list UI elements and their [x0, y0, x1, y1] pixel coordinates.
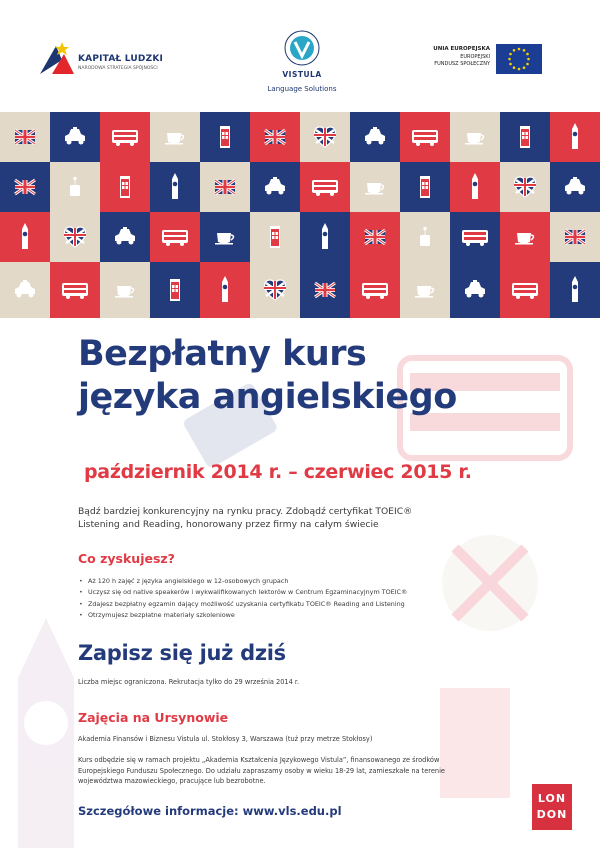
eu-line-2: EUROPEJSKI	[460, 54, 490, 60]
london-badge-line-2: DON	[536, 808, 568, 821]
kapital-ludzki-emblem-icon	[40, 40, 74, 74]
list-item: • Otrzymujesz bezpłatne materiały szkoleniowe	[78, 610, 407, 621]
bg-flag-circle-icon	[442, 535, 538, 631]
intro-text	[78, 505, 498, 531]
list-item: • Uczysz się od native speakerów i wykwalifikowanych lektorów w Centrum Egzaminacyjnym TOEIC®	[78, 587, 407, 598]
title-line-1: Bezpłatny kurs	[78, 334, 367, 374]
kapital-ludzki-title: KAPITAŁ LUDZKI	[78, 54, 164, 64]
location-heading: Zajęcia na Ursynowie	[78, 710, 229, 725]
title-line-2: języka angielskiego	[78, 377, 457, 417]
vistula-tagline: Language Solutions	[267, 85, 337, 93]
bg-big-ben-icon	[18, 618, 74, 848]
page-title	[78, 333, 457, 419]
location-address: Akademia Finansów i Biznesu Vistula ul. Stokłosy 3, Warszawa (tuż przy metrze Stokłosy)	[78, 735, 373, 743]
vistula-emblem-icon	[284, 30, 320, 66]
signup-heading: Zapisz się już dziś	[78, 641, 286, 665]
london-badge	[532, 784, 572, 830]
intro-line-1: Bądź bardziej konkurencyjny na rynku pracy. Zdobądź certyfikat TOEIC®	[78, 506, 413, 517]
info-link[interactable]: Szczegółowe informacje: www.vls.edu.pl	[78, 804, 342, 818]
london-badge-line-1: LON	[537, 792, 567, 805]
list-item: • Zdajesz bezpłatny egzamin dający możliwość uzyskania certyfikatu TOEIC® Reading and Listening	[78, 599, 407, 610]
eu-line-3: FUNDUSZ SPOŁECZNY	[434, 61, 490, 67]
header	[0, 0, 600, 108]
eu-flag-icon	[496, 44, 542, 74]
vistula-name: VISTULA	[282, 70, 322, 79]
british-icons-pattern	[0, 112, 600, 318]
course-dates: październik 2014 r. – czerwiec 2015 r.	[84, 461, 472, 483]
kapital-ludzki-subtitle: NARODOWA STRATEGIA SPÓJNOŚCI	[78, 66, 158, 71]
signup-note: Liczba miejsc ograniczona. Rekrutacja tylko do 29 września 2014 r.	[78, 678, 300, 686]
eu-line-1: UNIA EUROPEJSKA	[433, 46, 490, 52]
benefits-list	[78, 576, 407, 622]
benefits-heading: Co zyskujesz?	[78, 551, 175, 566]
list-item: • Aż 120 h zajęć z języka angielskiego w 12-osobowych grupach	[78, 576, 407, 587]
funding-text: Kurs odbędzie się w ramach projektu „Akademia Kształcenia Językowego Vistula”, finansowanego ze środków Europejskiego Funduszu Społecznego. Do udziału zapraszamy osoby w wieku 18-29 lat, zamieszkałe na terenie województwa mazowieckiego, pracujące lub bezrobotne.	[78, 756, 445, 785]
intro-line-2: Listening and Reading, honorowany przez firmy na całym świecie	[78, 519, 379, 530]
